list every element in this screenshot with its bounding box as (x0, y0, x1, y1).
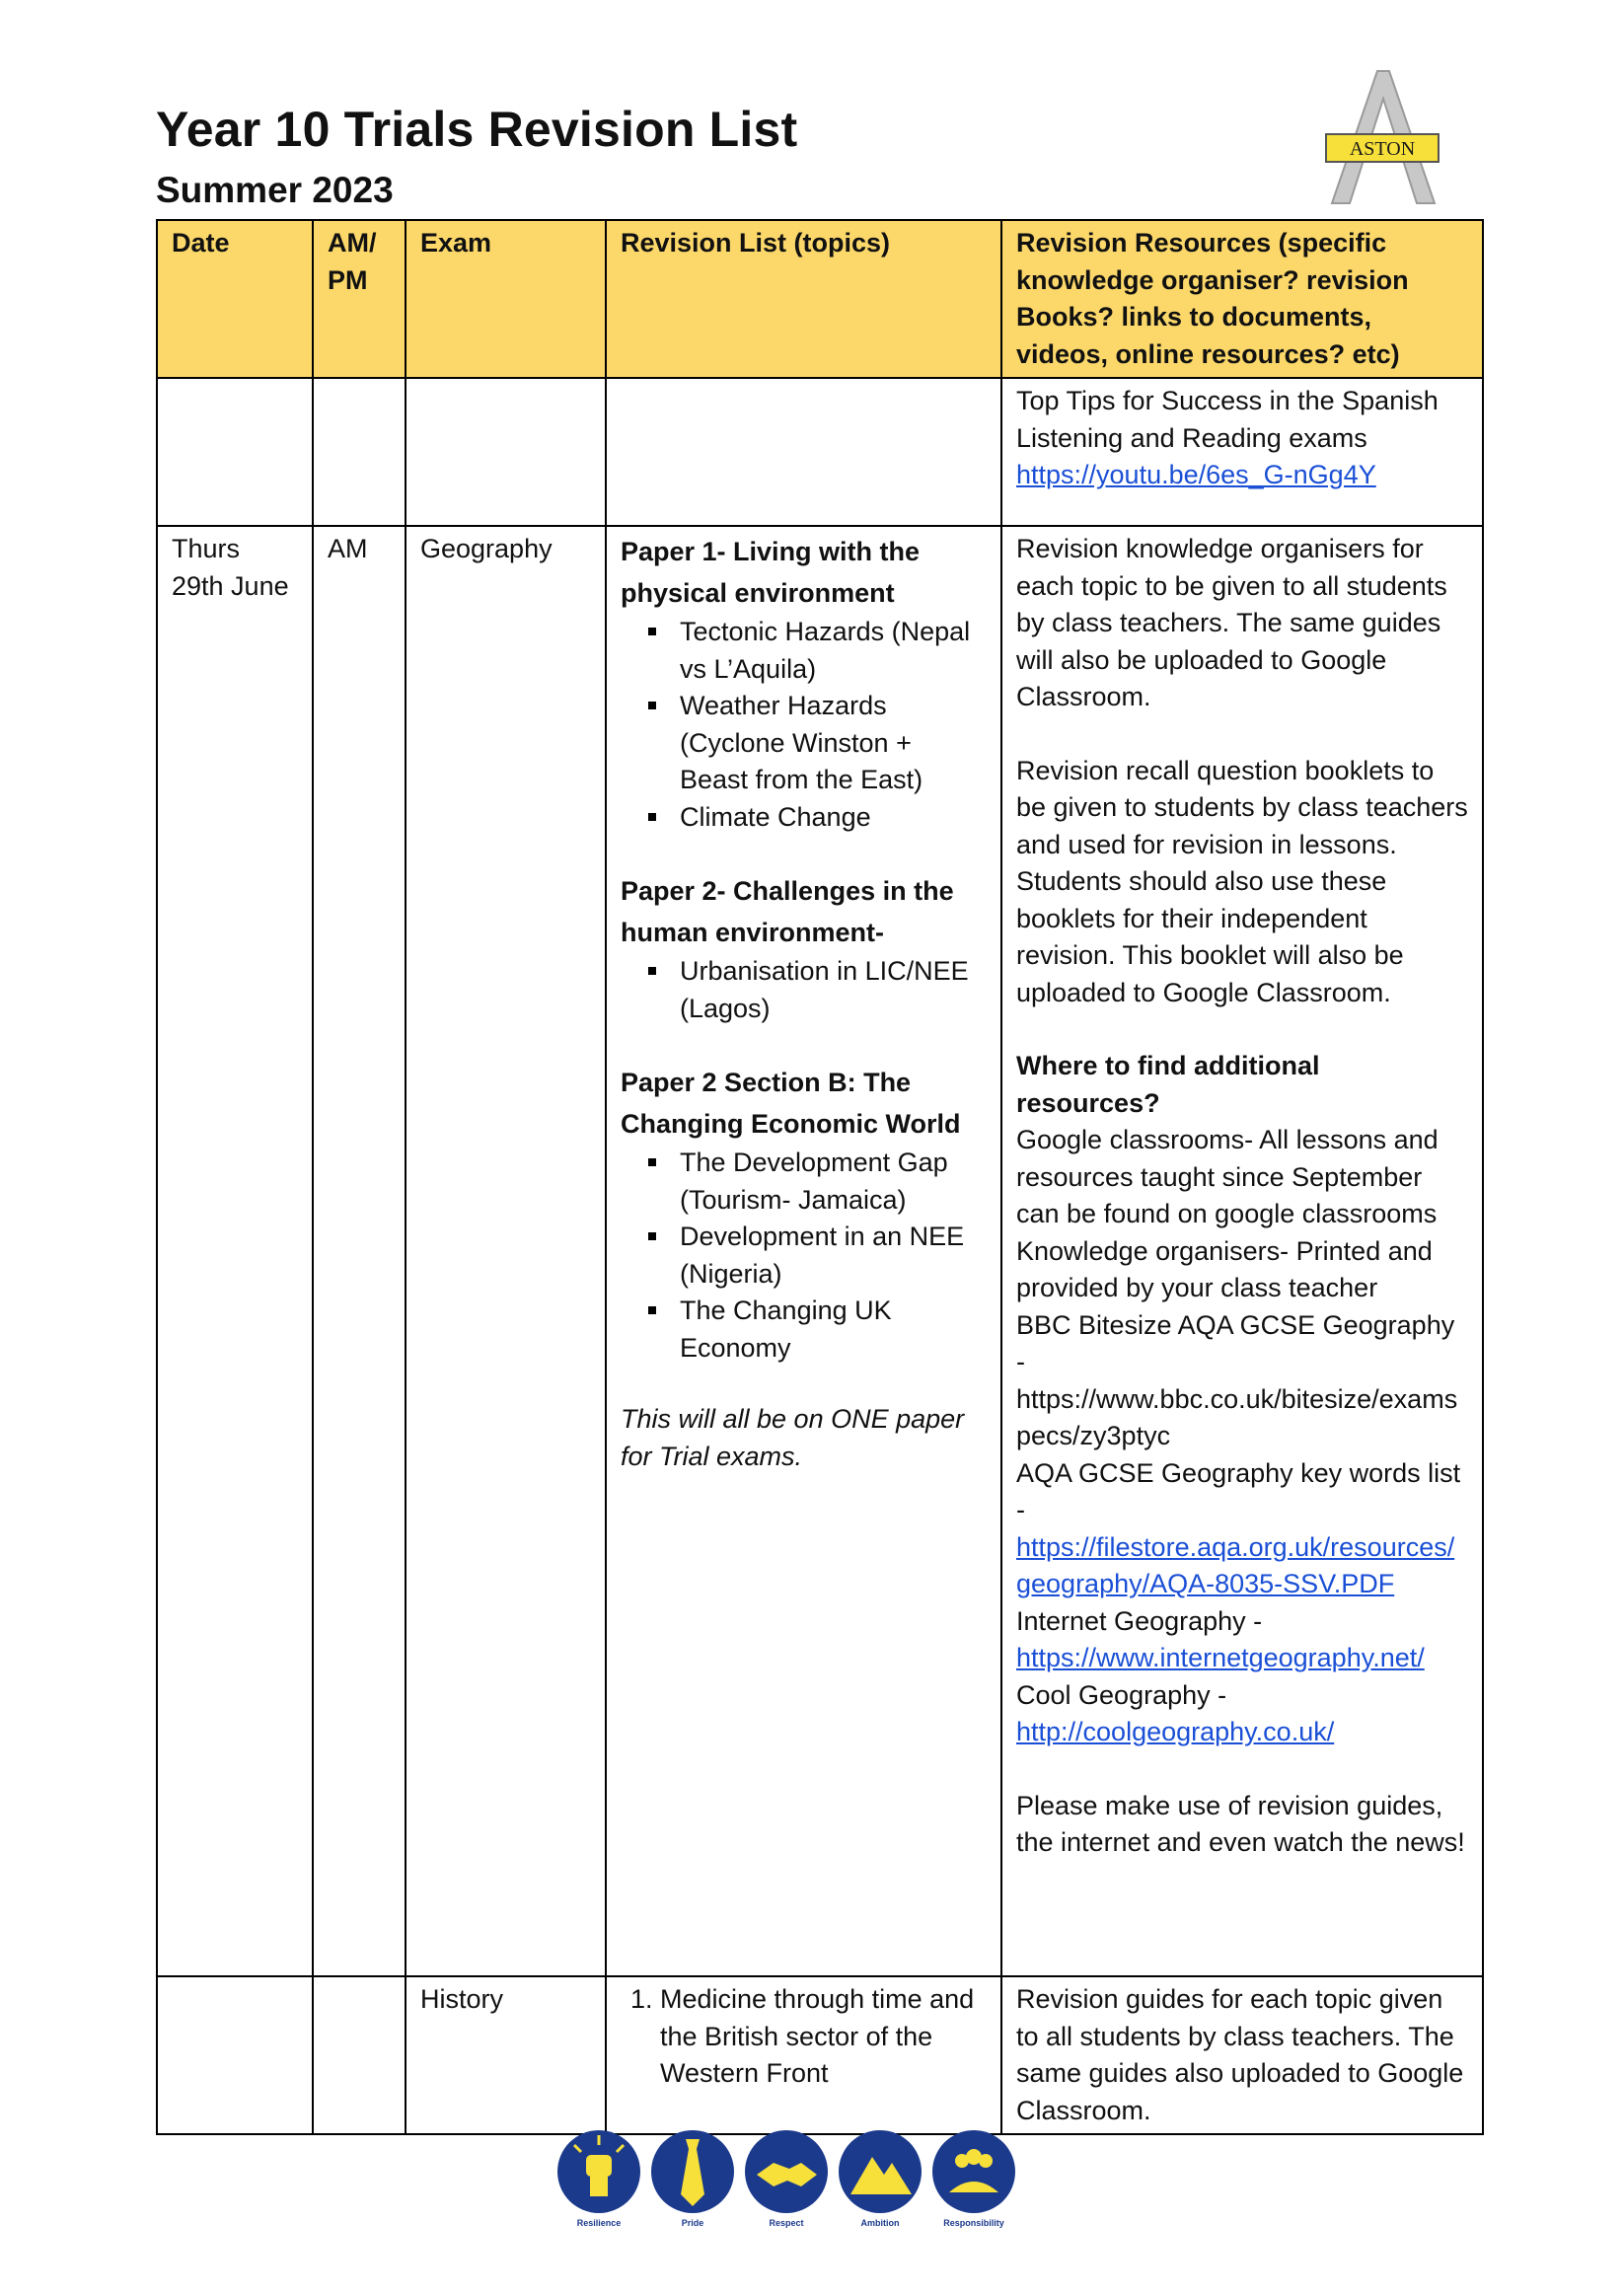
column-header-topics: Revision List (topics) (606, 220, 1001, 378)
exam-cell: Geography (406, 526, 606, 1976)
table-row (157, 378, 1483, 526)
paper2b-list (621, 1145, 987, 1367)
topics-cell (606, 526, 1001, 1976)
resource-line: Internet Geography - (1016, 1605, 1263, 1636)
resources-cell: Revision guides for each topic given to all students by class teachers. The same guides also uploaded to Google Classroom. (1001, 1976, 1483, 2134)
paper1-list (621, 614, 987, 836)
school-logo (1318, 69, 1446, 207)
respect-icon (745, 2130, 828, 2213)
table-row (157, 526, 1483, 1976)
ambition-icon (839, 2130, 922, 2213)
value-label-pride: Pride (681, 2218, 704, 2228)
resources-paragraph: Revision knowledge organisers for each topic to be given to all students by class teachers. The same guides will also be uploaded to Google Classroom. (1016, 534, 1447, 711)
resource-url-text: https://www.bbc.co.uk/bitesize/examspecs/zy3ptyc (1016, 1383, 1458, 1450)
revision-table (156, 219, 1484, 2135)
paper2-heading: Paper 2- Challenges in the human environment- (621, 876, 954, 947)
topics-cell (606, 1976, 1001, 2134)
page-subtitle: Summer 2023 (156, 170, 394, 210)
value-label-ambition: Ambition (860, 2218, 900, 2228)
trial-note: This will all be on ONE paper for Trial exams. (621, 1404, 965, 1471)
paper2b-heading: Paper 2 Section B: The Changing Economic World (621, 1068, 961, 1139)
table-header-row (157, 220, 1483, 378)
pride-icon (651, 2130, 734, 2213)
resource-line: BBC Bitesize AQA GCSE Geography - (1016, 1309, 1455, 1376)
paper1-heading: Paper 1- Living with the physical environment (621, 537, 921, 608)
list-item: The Changing UK Economy (648, 1293, 987, 1367)
list-item: Tectonic Hazards (Nepal vs L’Aquila) (648, 614, 987, 688)
value-label-respect: Respect (769, 2218, 804, 2228)
list-item: Development in an NEE (Nigeria) (648, 1219, 987, 1293)
resources-cell (1001, 526, 1483, 1976)
aqa-keywords-link[interactable]: https://filestore.aqa.org.uk/resources/geography/AQA-8035-SSV.PDF (1016, 1531, 1455, 1598)
closing-text: Please make use of revision guides, the internet and even watch the news! (1016, 1790, 1465, 1857)
list-item: Climate Change (648, 799, 987, 837)
history-topics (621, 1981, 987, 2093)
resource-line: Knowledge organisers- Printed and provided by your class teacher (1016, 1235, 1433, 1302)
value-label-responsibility: Responsibility (943, 2218, 1004, 2228)
resilience-icon (557, 2130, 640, 2213)
resource-line: Google classrooms- All lessons and resources taught since September can be found on google classrooms (1016, 1125, 1439, 1228)
value-label-resilience: Resilience (576, 2218, 622, 2228)
column-header-exam: Exam (406, 220, 606, 378)
additional-resources-heading: Where to find additional resources? (1016, 1051, 1320, 1118)
cool-geography-link[interactable]: http://coolgeography.co.uk/ (1016, 1717, 1335, 1746)
resource-line: Cool Geography - (1016, 1679, 1227, 1710)
internet-geography-link[interactable]: https://www.internetgeography.net/ (1016, 1643, 1425, 1672)
responsibility-icon (932, 2130, 1015, 2213)
ampm-cell: AM (313, 526, 406, 1976)
spanish-tips-text: Top Tips for Success in the Spanish Listening and Reading exams (1016, 386, 1439, 453)
paper2-list (621, 953, 987, 1027)
table-row (157, 1976, 1483, 2134)
column-header-resources: Revision Resources (specific knowledge organiser? revision Books? links to documents, videos, online resources? etc) (1001, 220, 1483, 378)
list-item: The Development Gap (Tourism- Jamaica) (648, 1145, 987, 1219)
spanish-tips-link[interactable]: https://youtu.be/6es_G-nGg4Y (1016, 460, 1376, 489)
resource-line: AQA GCSE Geography key words list - (1016, 1457, 1461, 1524)
exam-cell: History (406, 1976, 606, 2134)
column-header-ampm: AM/ PM (313, 220, 406, 378)
resources-paragraph: Revision recall question booklets to be given to students by class teachers and used for revision in lessons. Students should also use these booklets for their independent revision. This booklet will also be uploaded to Google Classroom. (1016, 755, 1468, 1007)
page-title: Year 10 Trials Revision List (156, 102, 798, 157)
list-item: Urbanisation in LIC/NEE (Lagos) (648, 953, 987, 1027)
date-cell: Thurs 29th June (157, 526, 313, 1976)
list-item: Weather Hazards (Cyclone Winston + Beast from the East) (648, 688, 987, 799)
list-item: 1. Medicine through time and the British sector of the Western Front (660, 1981, 987, 2093)
resources-cell (1001, 378, 1483, 526)
column-header-date: Date (157, 220, 313, 378)
logo-text: ASTON (1349, 138, 1416, 160)
